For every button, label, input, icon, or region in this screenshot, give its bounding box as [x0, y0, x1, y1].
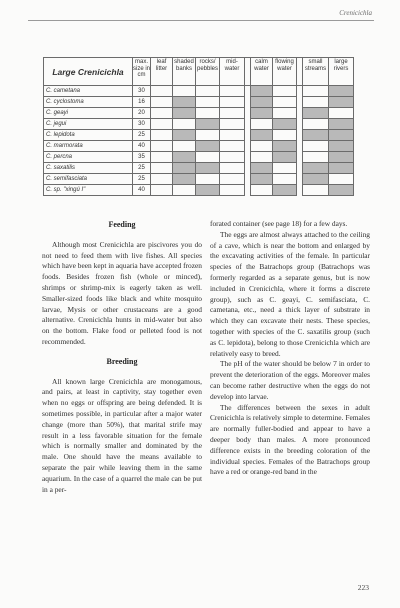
right-column [210, 219, 370, 478]
table-row [44, 130, 354, 141]
habitat-cell-marked [173, 174, 196, 185]
col-header-rocks-pebbles: rocks/ pebbles [196, 58, 220, 86]
habitat-cell [273, 97, 297, 108]
table-row [44, 108, 354, 119]
habitat-cell-marked [303, 174, 329, 185]
ph-paragraph: The pH of the water should be below 7 in order to prevent the deterioration of the eggs. Moreover males can become rather destructive when the eggs do not develop into larvae. [210, 359, 370, 401]
habitat-cell [173, 141, 196, 152]
breeding-heading: Breeding [106, 356, 138, 366]
habitat-cell [251, 185, 273, 196]
col-header-large-rivers: large rivers [329, 58, 354, 86]
table-row [44, 163, 354, 174]
table-header-row [44, 58, 354, 86]
max-size: 30 [133, 119, 151, 130]
table-row [44, 97, 354, 108]
col-header-small-streams: small streams [303, 58, 329, 86]
habitat-cell [273, 108, 297, 119]
col-header-calm-water: calm water [251, 58, 273, 86]
max-size: 20 [133, 108, 151, 119]
habitat-cell [196, 86, 220, 97]
max-size: 40 [133, 141, 151, 152]
habitat-cell [151, 130, 173, 141]
habitat-cell-marked [251, 86, 273, 97]
running-head: Crenicichla [339, 9, 372, 17]
habitat-cell [220, 141, 245, 152]
habitat-cell [220, 86, 245, 97]
habitat-cell [151, 152, 173, 163]
habitat-cell [220, 185, 245, 196]
habitat-cell [273, 174, 297, 185]
habitat-cell [273, 163, 297, 174]
habitat-cell [196, 174, 220, 185]
habitat-cell [220, 119, 245, 130]
max-size: 40 [133, 185, 151, 196]
habitat-cell-marked [173, 130, 196, 141]
species-name: C. marmorata [44, 141, 133, 152]
habitat-cell [151, 141, 173, 152]
species-name: C. semifasciata [44, 174, 133, 185]
habitat-cell [196, 152, 220, 163]
habitat-cell-marked [196, 163, 220, 174]
habitat-cell-marked [196, 119, 220, 130]
habitat-cell [220, 97, 245, 108]
max-size: 25 [133, 163, 151, 174]
habitat-cell [329, 174, 354, 185]
habitat-cell [151, 163, 173, 174]
habitat-cell [196, 97, 220, 108]
habitat-cell-marked [251, 130, 273, 141]
habitat-cell-marked [196, 141, 220, 152]
habitat-cell-marked [329, 141, 354, 152]
species-name: C. sp. "xingú I" [44, 185, 133, 196]
eggs-paragraph: The eggs are almost always attached to the ceiling of a cave, which is near the bottom and enlarged by the excavating activities of the female. In particular species of the Batrachops group (Batrachops was formerly regarded as a separate genus, but is now included in Crenicichla, where it forms a discrete group), such as C. geayi, C. semifasciata, C. cametana, etc., need a thick layer of substrate in which they can excavate their nests. These species, together with species of the C. saxatilis group (such as C. lepidota), belong to those Crenicichla which are relatively easy to breed. [210, 229, 370, 358]
habitat-cell [196, 108, 220, 119]
habitat-cell-marked [329, 97, 354, 108]
species-name: C. saxatilis [44, 163, 133, 174]
habitat-table [43, 57, 354, 196]
habitat-cell [251, 119, 273, 130]
table-row [44, 119, 354, 130]
habitat-cell [220, 163, 245, 174]
habitat-cell-marked [173, 108, 196, 119]
sexes-paragraph: The differences between the sexes in adult Crenicichla is relatively simple to determine. Females are normally fuller-bodied and appear to have a deeper body than males. A more pronounced difference exists in the breeding coloration of the individual species. Females of the Batrachops group have a red or orange-red band in the [210, 402, 370, 477]
habitat-cell-marked [251, 108, 273, 119]
habitat-cell [303, 119, 329, 130]
habitat-cell-marked [273, 141, 297, 152]
habitat-cell-marked [303, 108, 329, 119]
habitat-cell-marked [251, 163, 273, 174]
habitat-cell-marked [273, 185, 297, 196]
table-row [44, 141, 354, 152]
breeding-paragraph: All known large Crenicichla are monogamous, and pairs, at least in captivity, stay together even when no eggs or offspring are being defended. It is sometimes possible, in particular after a major water change (more than 50%), that marital strife may result in a less favorable situation for the female which is normally smaller and dominated by the male. One should have the means available to separate the pair while leaving them in the same aquarium. In the case of a quarrel the male can be put in a per- [42, 376, 202, 494]
max-size: 16 [133, 97, 151, 108]
habitat-cell-marked [329, 163, 354, 174]
page-number: 223 [357, 583, 369, 592]
col-header-mid-water: mid- water [220, 58, 245, 86]
habitat-cell [303, 185, 329, 196]
feeding-paragraph: Although most Crenicichla are piscivores you do not need to feed them with live fishes. All species which have been kept in aquaria have accepted frozen foods. Besides frozen fish (whole or minced), shrimps or shrimp-mix is eagerly taken as well. Smaller-sized foods like black and white mosquito larvae, Mysis or other crustaceans are a good alternative. Crenicichla hunts in mid-water but also on the bottom. Flake food or pelleted food is not recommended. [42, 239, 202, 346]
habitat-cell [151, 119, 173, 130]
habitat-cell [329, 108, 354, 119]
habitat-cell [273, 86, 297, 97]
habitat-cell [151, 174, 173, 185]
feeding-heading: Feeding [108, 220, 136, 229]
table-title: Large Crenicichla [44, 58, 133, 86]
max-size: 25 [133, 174, 151, 185]
species-name: C. percna [44, 152, 133, 163]
habitat-cell [303, 97, 329, 108]
habitat-cell [196, 130, 220, 141]
species-name: C. jegui [44, 119, 133, 130]
habitat-cell [220, 174, 245, 185]
col-header-flowing-water: flowing water [273, 58, 297, 86]
continued-paragraph: forated container (see page 18) for a few days. [210, 219, 348, 228]
col-header-shaded-banks: shaded banks [173, 58, 196, 86]
habitat-cell [273, 130, 297, 141]
habitat-cell-marked [329, 185, 354, 196]
habitat-cell-marked [303, 130, 329, 141]
habitat-cell [220, 152, 245, 163]
col-header-size: max. size in cm [133, 58, 151, 86]
table-row [44, 174, 354, 185]
habitat-cell-marked [173, 152, 196, 163]
habitat-cell [173, 119, 196, 130]
habitat-cell [173, 185, 196, 196]
habitat-cell-marked [173, 97, 196, 108]
table-row [44, 185, 354, 196]
species-name: C. cametana [44, 86, 133, 97]
species-name: C. lepidota [44, 130, 133, 141]
habitat-cell [303, 141, 329, 152]
habitat-cell [151, 108, 173, 119]
habitat-cell-marked [329, 119, 354, 130]
habitat-cell-marked [173, 163, 196, 174]
habitat-cell-marked [196, 185, 220, 196]
table-row [44, 86, 354, 97]
habitat-cell [220, 130, 245, 141]
habitat-cell [251, 152, 273, 163]
habitat-cell-marked [329, 130, 354, 141]
habitat-cell [151, 86, 173, 97]
table-row [44, 152, 354, 163]
habitat-cell [251, 141, 273, 152]
habitat-cell [151, 97, 173, 108]
habitat-cell-marked [251, 174, 273, 185]
habitat-cell [303, 86, 329, 97]
species-name: C. geayi [44, 108, 133, 119]
species-name: C. cyclostoma [44, 97, 133, 108]
max-size: 35 [133, 152, 151, 163]
habitat-cell-marked [251, 97, 273, 108]
left-column [42, 220, 202, 495]
max-size: 25 [133, 130, 151, 141]
col-header-leaf-litter: leaf litter [151, 58, 173, 86]
habitat-cell-marked [329, 86, 354, 97]
habitat-cell-marked [273, 119, 297, 130]
max-size: 30 [133, 86, 151, 97]
habitat-cell [220, 108, 245, 119]
habitat-cell-marked [273, 152, 297, 163]
habitat-table-body [44, 86, 354, 196]
habitat-cell [151, 185, 173, 196]
header-rule [28, 20, 374, 21]
habitat-cell [173, 86, 196, 97]
habitat-cell-marked [329, 152, 354, 163]
habitat-cell-marked [303, 163, 329, 174]
habitat-cell [303, 152, 329, 163]
